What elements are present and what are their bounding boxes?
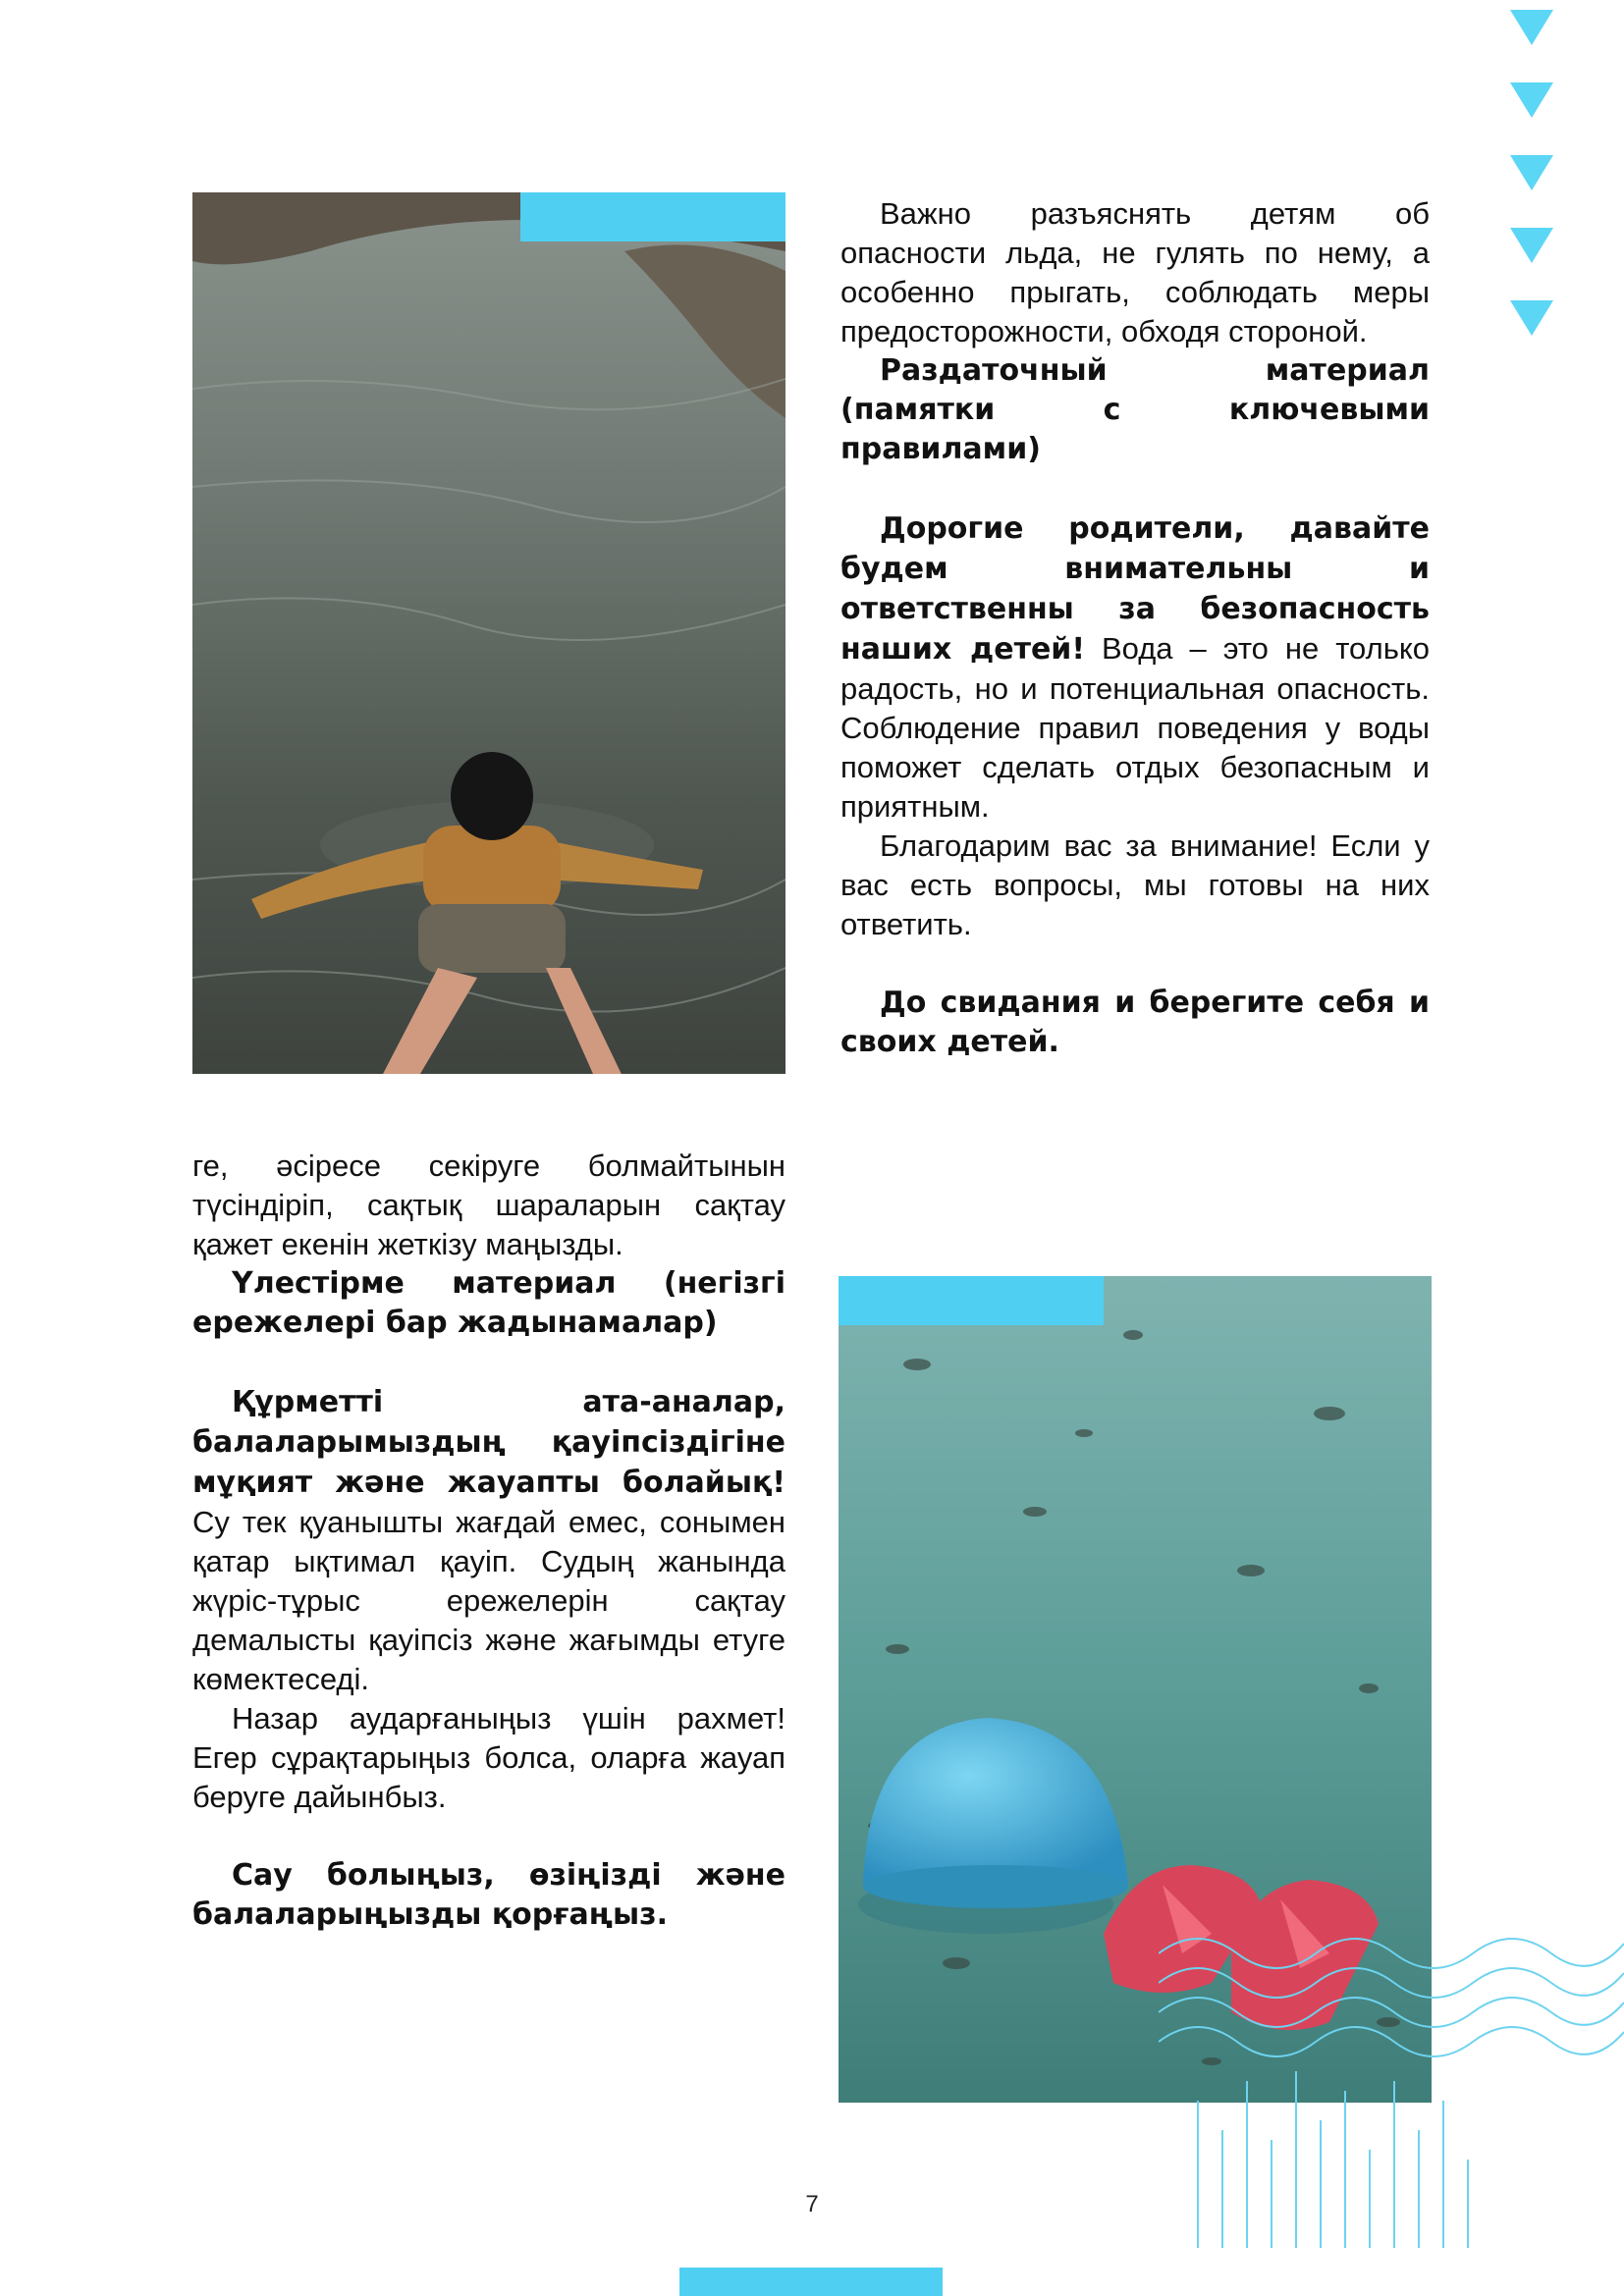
photo1-accent-strip — [520, 192, 785, 241]
photo-child-swimming — [192, 192, 785, 1074]
triangle-decoration-icon — [1510, 228, 1553, 263]
triangle-decoration-icon — [1510, 10, 1553, 45]
footer-accent-bar — [679, 2268, 943, 2296]
russian-text-column — [840, 194, 1430, 1062]
kazakh-text-column — [192, 1147, 785, 1935]
ru-farewell: До свидания и берегите себя и своих детей. — [840, 986, 1430, 1059]
ru-appeal-rest: Вода – это не только радость, но и потенциальная опасность. Соблюдение правил поведения у воды поможет сделать отдых безопасным и приятным. — [840, 631, 1430, 824]
kz-appeal-rest: Су тек қуанышты жағдай емес, сонымен қатар ықтимал қауіп. Судың жанында жүріс-тұрыс ережелерін сақтау демалысты қауіпсіз және жағымды етуге көмектеседі. — [192, 1505, 785, 1696]
wave-lines-decoration — [1159, 1836, 1624, 2248]
triangle-decorations — [1510, 10, 1557, 373]
kz-handout-heading: Үлестірме материал (негізгі ережелері бар жадынамалар) — [192, 1266, 785, 1340]
ru-appeal-bold: Дорогие родители, давайте будем внимательны и ответственны за безопасность наших детей! — [840, 511, 1430, 667]
ru-paragraph-ice-safety: Важно разъяснять детям об опасности льда, не гулять по нему, а особенно прыгать, соблюдать меры предосторожности, обходя стороной. — [840, 196, 1430, 348]
kz-paragraph-appeal — [192, 1382, 785, 1699]
triangle-decoration-icon — [1510, 155, 1553, 190]
kz-appeal-bold: Құрметті ата-аналар, балаларымыздың қауіпсіздігіне мұқият және жауапты болайық! — [192, 1385, 785, 1500]
ru-paragraph-thanks: Благодарим вас за внимание! Если у вас есть вопросы, мы готовы на них ответить. — [840, 828, 1430, 941]
triangle-decoration-icon — [1510, 300, 1553, 336]
page-number: 7 — [805, 2191, 819, 2217]
photo2-accent-strip — [839, 1276, 1104, 1325]
triangle-decoration-icon — [1510, 82, 1553, 118]
kz-farewell: Сау болыңыз, өзіңізді және балаларыңызды қорғаңыз. — [192, 1858, 785, 1932]
kz-paragraph-ice-safety: ге, әсіресе секіруге болмайтынын түсіндіріп, сақтық шараларын сақтау қажет екенін жеткізу маңызды. — [192, 1148, 785, 1261]
kz-paragraph-thanks: Назар аударғаныңыз үшін рахмет! Егер сұрақтарыңыз болса, оларға жауап беруге дайынбыз. — [192, 1701, 785, 1814]
ru-handout-heading: Раздаточный материал (памятки с ключевыми правилами) — [840, 353, 1430, 466]
ru-paragraph-appeal — [840, 508, 1430, 827]
